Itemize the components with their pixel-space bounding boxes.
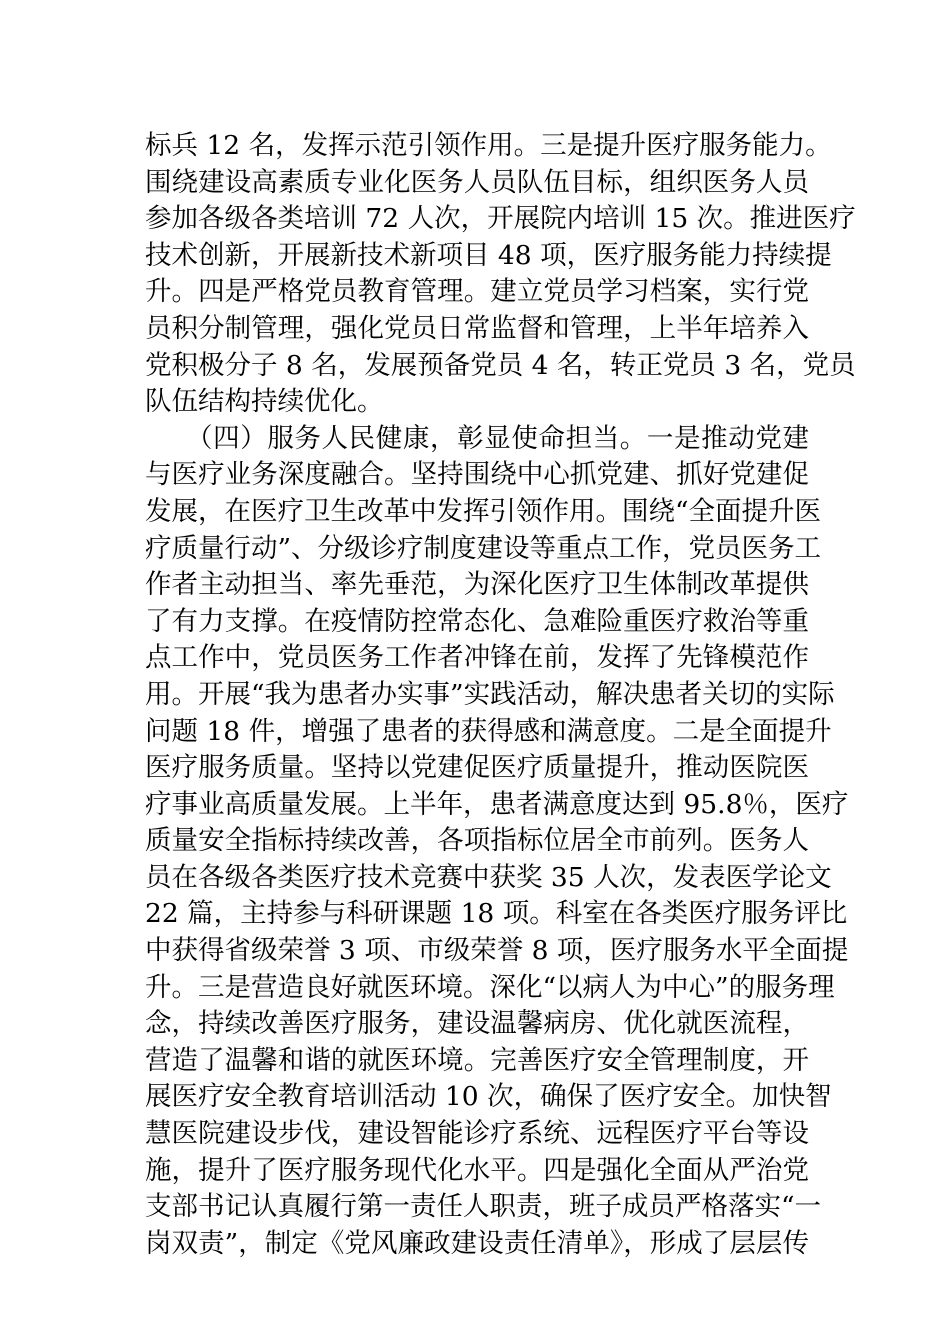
text-line: 党积极分子 8 名，发展预备党员 4 名，转正党员 3 名，党员: [145, 349, 856, 381]
text-line: 标兵 12 名，发挥示范引领作用。三是提升医疗服务能力。: [145, 130, 832, 161]
text-line: 营造了温馨和谐的就医环境。完善医疗安全管理制度，开: [145, 1044, 809, 1076]
text-line: 质量安全指标持续改善，各项指标位居全市前列。医务人: [145, 825, 809, 857]
text-line: 念，持续改善医疗服务，建设温馨病房、优化就医流程，: [145, 1008, 809, 1040]
text-line: 展医疗安全教育培训活动 10 次，确保了医疗安全。加快智: [145, 1081, 832, 1113]
text-line: 升。四是严格党员教育管理。建立党员学习档案，实行党: [145, 276, 809, 308]
text-line: 围绕建设高素质专业化医务人员队伍目标，组织医务人员: [145, 166, 809, 198]
text-line: 员积分制管理，强化党员日常监督和管理，上半年培养入: [145, 312, 809, 344]
text-line: 中获得省级荣誉 3 项、市级荣誉 8 项，医疗服务水平全面提: [145, 935, 849, 967]
text-line: 疗质量行动”、分级诊疗制度建设等重点工作，党员医务工: [145, 532, 822, 564]
text-line: 升。三是营造良好就医环境。深化“以病人为中心”的服务理: [145, 971, 835, 1003]
text-line: 岗双责”，制定《党风廉政建设责任清单》，形成了层层传: [145, 1227, 809, 1259]
text-line: 了有力支撑。在疫情防控常态化、急难险重医疗救治等重: [145, 605, 809, 637]
body-text: [145, 128, 856, 1262]
text-line: 参加各级各类培训 72 人次，开展院内培训 15 次。推进医疗: [145, 203, 856, 235]
text-line: 22 篇，主持参与科研课题 18 项。科室在各类医疗服务评比: [145, 898, 848, 930]
paragraph-end-line: 队伍结构持续优化。: [145, 386, 384, 418]
text-line: 与医疗业务深度融合。坚持围绕中心抓党建、抓好党建促: [145, 459, 809, 491]
text-line: 员在各级各类医疗技术竞赛中获奖 35 人次，发表医学论文: [145, 861, 832, 893]
text-line: 技术创新，开展新技术新项目 48 项，医疗服务能力持续提: [145, 239, 832, 271]
text-line: 问题 18 件，增强了患者的获得感和满意度。二是全面提升: [145, 715, 832, 747]
text-line: 发展，在医疗卫生改革中发挥引领作用。围绕“全面提升医: [145, 495, 822, 527]
text-line: 用。开展“我为患者办实事”实践活动，解决患者关切的实际: [145, 678, 835, 710]
text-line: 医疗服务质量。坚持以党建促医疗质量提升，推动医院医: [145, 752, 809, 784]
text-line: 作者主动担当、率先垂范，为深化医疗卫生体制改革提供: [145, 569, 809, 601]
text-line: 施，提升了医疗服务现代化水平。四是强化全面从严治党: [145, 1154, 809, 1186]
section-heading-line: （四）服务人民健康，彰显使命担当。一是推动党建: [145, 422, 809, 454]
text-line: 慧医院建设步伐，建设智能诊疗系统、远程医疗平台等设: [145, 1118, 809, 1150]
text-line: 点工作中，党员医务工作者冲锋在前，发挥了先锋模范作: [145, 642, 809, 674]
text-line: 疗事业高质量发展。上半年，患者满意度达到 95.8％，医疗: [145, 788, 849, 820]
text-line: 支部书记认真履行第一责任人职责，班子成员严格落实“一: [145, 1191, 822, 1223]
